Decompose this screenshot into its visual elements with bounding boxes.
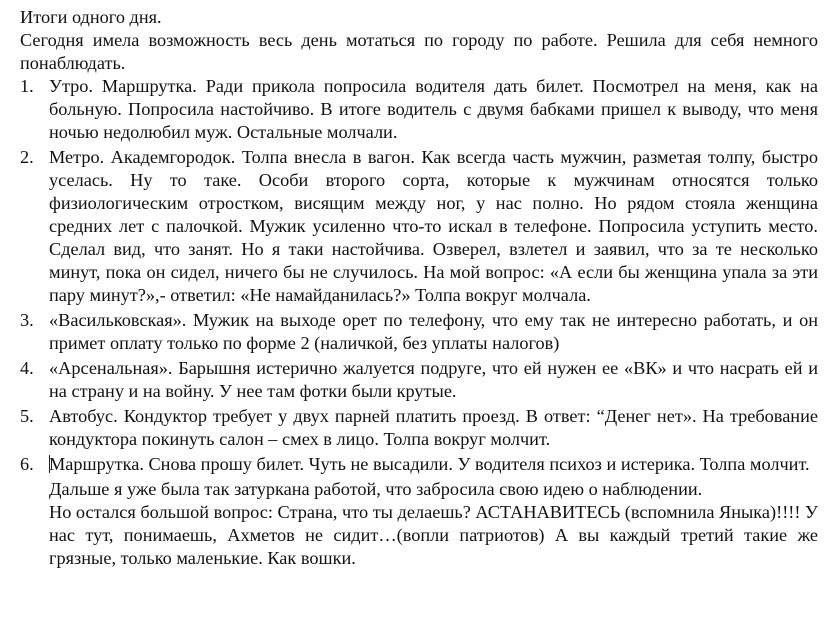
list-item-number: 3. [20,310,34,330]
list-item-text: Метро. Академгородок. Толпа внесла в вагон. Как всегда часть мужчин, разметая толпу, быстро уселась. Ну то таке. Особи второго сорта, которые к мужчинам относятся только физиологическим отростком, висящим между ног, у нас полно. Но рядом стояла женщина средних лет с палочкой. Мужик усиленно что-то искал в телефоне. Попросила уступить место. Сделал вид, что занят. Но я таки настойчива. Озверел, взлетел и заявил, что за те несколько минут, пока он сидел, ничего бы не случилось. На мой вопрос: «А если бы женщина упала за эти пару минут?»,- ответил: «Не намайданилась?» Толпа вокруг молчала. [49,147,818,305]
list-item [20,309,818,355]
continuation-paragraph: Дальше я уже была так затуркана работой, что забросила свою идею о наблюдении. [49,479,703,499]
document-title: Итоги одного дня. [20,7,162,27]
intro-paragraph: Сегодня имела возможность весь день мотаться по городу по работе. Решила для себя немного понаблюдать. [20,30,818,73]
list-item-text: «Арсенальная». Барышня истерично жалуется подруге, что ей нужен ее «ВК» и что насрать ей и на страну и на войну. У нее там фотки были крутые. [49,358,818,401]
list-item [20,453,818,476]
list-item-number: 4. [20,358,34,378]
list-item-number: 5. [20,406,34,426]
list-item-number: 6. [20,454,34,474]
numbered-list [20,75,818,476]
list-item [20,75,818,144]
list-item-text: Маршрутка. Снова прошу билет. Чуть не высадили. У водителя психоз и истерика. Толпа молчит. [49,454,810,474]
list-item-number: 1. [20,76,34,96]
list-item-text: Автобус. Кондуктор требует у двух парней платить проезд. В ответ: “Денег нет». На требование кондуктора покинуть салон – смех в лицо. Толпа вокруг молчит. [49,406,818,449]
list-item-text: Утро. Маршрутка. Ради прикола попросила водителя дать билет. Посмотрел на меня, как на больную. Попросила настойчиво. В итоге водитель с двумя бабками пришел к выводу, что меня ночью недолюбил муж. Остальные молчали. [49,76,818,142]
continuation-paragraph: Но остался большой вопрос: Страна, что ты делаешь? АСТАНАВИТЕСЬ (вспомнила Яныка)!!!! У нас тут, понимаешь, Ахметов не сидит…(вопли патриотов) А вы каждый третий такие же грязные, только маленькие. Как вошки. [49,502,818,568]
list-item [20,146,818,307]
list-item [20,357,818,403]
document-body [20,6,818,570]
list-item [20,405,818,451]
list-item-text: «Васильковская». Мужик на выходе орет по телефону, что ему так не интересно работать, и он примет оплату только по форме 2 (наличкой, без уплаты налогов) [49,310,818,353]
list-item-number: 2. [20,147,34,167]
